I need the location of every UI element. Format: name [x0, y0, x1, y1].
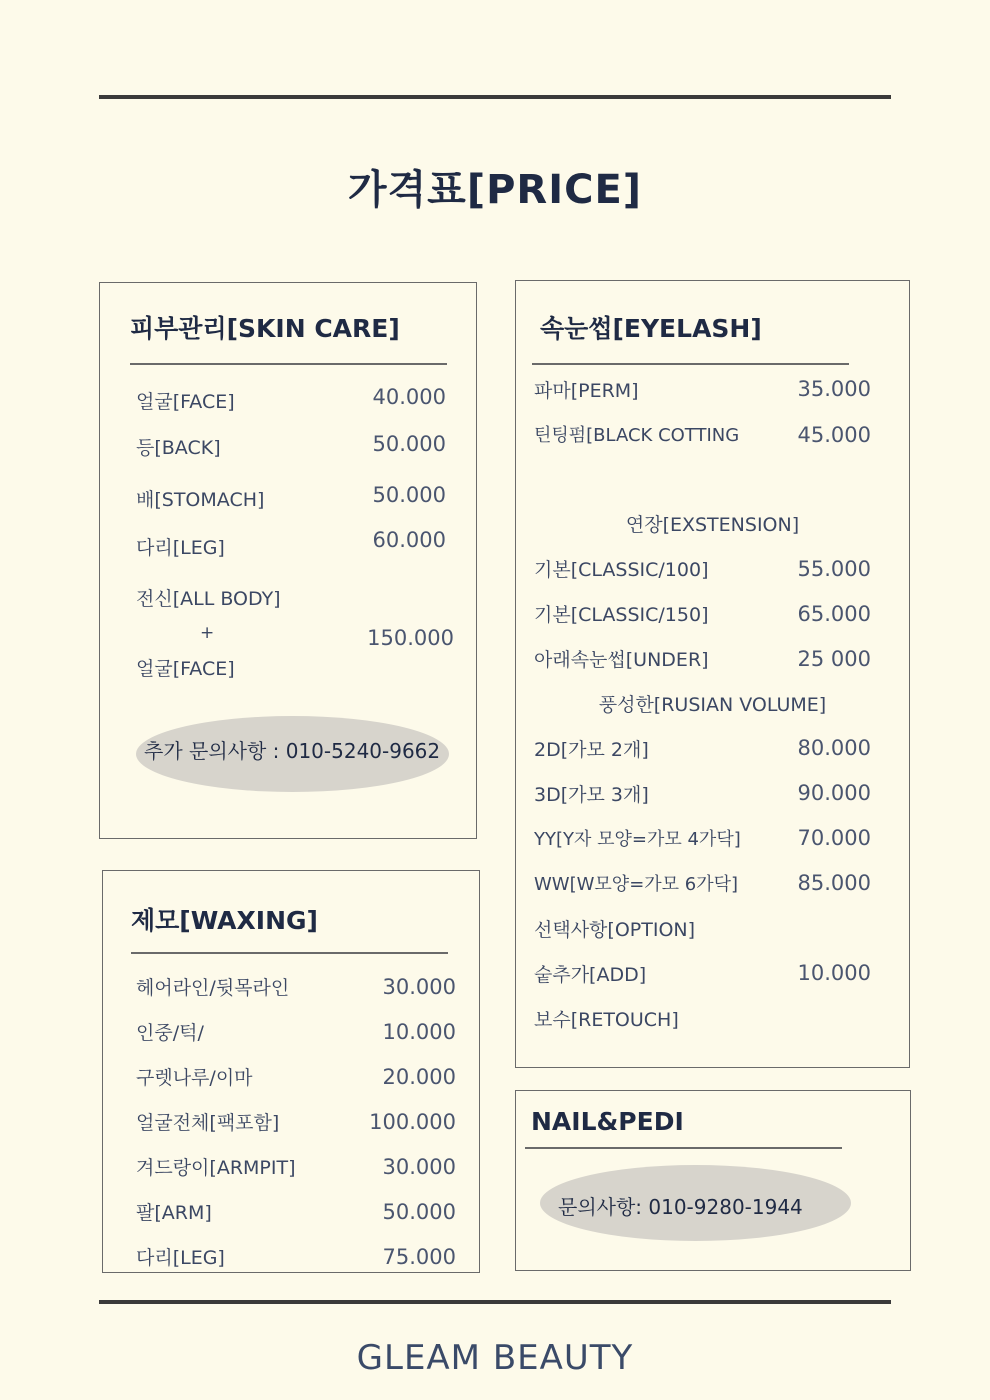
eyelash-perm-name: 파마[PERM] — [534, 380, 639, 402]
eyelash-option-name: 보수[RETOUCH] — [534, 1009, 679, 1031]
skin-care-item-price: 50.000 — [372, 432, 446, 456]
top-divider — [99, 95, 891, 99]
eyelash-extension-price: 25 000 — [797, 647, 871, 671]
skin-care-item-price: 60.000 — [372, 528, 446, 552]
eyelash-perm-price: 45.000 — [797, 423, 871, 447]
waxing-item-name: 얼굴전체[팩포함] — [136, 1112, 280, 1134]
eyelash-extension-heading: 연장[EXSTENSION] — [625, 514, 800, 536]
eyelash-extension-price: 65.000 — [797, 602, 871, 626]
skin-care-item-name: 다리[LEG] — [136, 537, 225, 559]
nail-divider — [525, 1147, 842, 1149]
nail-contact: 문의사항: 010-9280-1944 — [558, 1195, 803, 1219]
eyelash-option-price: 10.000 — [797, 961, 871, 985]
waxing-item-name: 팔[ARM] — [136, 1202, 212, 1224]
skin-care-divider — [130, 363, 447, 365]
eyelash-divider — [532, 363, 849, 365]
eyelash-volume-heading: 풍성한[RUSIAN VOLUME] — [598, 694, 827, 716]
nail-title: NAIL&PEDI — [531, 1107, 684, 1136]
waxing-item-price: 50.000 — [382, 1200, 456, 1224]
bottom-divider — [99, 1300, 891, 1304]
eyelash-volume-name: 2D[가모 2개] — [534, 739, 649, 761]
eyelash-extension-name: 아래속눈썹[UNDER] — [534, 649, 709, 671]
eyelash-volume-price: 70.000 — [797, 826, 871, 850]
waxing-item-name: 헤어라인/뒷목라인 — [136, 977, 290, 999]
waxing-card — [102, 870, 480, 1273]
waxing-item-price: 20.000 — [382, 1065, 456, 1089]
skin-care-combo-price: 150.000 — [367, 626, 454, 650]
skin-care-item-price: 40.000 — [372, 385, 446, 409]
waxing-divider — [131, 952, 448, 954]
waxing-item-name: 겨드랑이[ARMPIT] — [136, 1157, 296, 1179]
eyelash-volume-price: 90.000 — [797, 781, 871, 805]
skin-care-combo-plus: + — [200, 623, 215, 643]
skin-care-card — [99, 282, 477, 839]
skin-care-contact: 추가 문의사항 : 010-5240-9662 — [144, 739, 441, 763]
eyelash-perm-price: 35.000 — [797, 377, 871, 401]
nail-card — [515, 1090, 911, 1271]
eyelash-extension-price: 55.000 — [797, 557, 871, 581]
eyelash-extension-name: 기본[CLASSIC/150] — [534, 604, 709, 626]
eyelash-title: 속눈썹[EYELASH] — [540, 314, 762, 343]
eyelash-option-heading: 선택사항[OPTION] — [534, 919, 696, 941]
skin-care-item-name: 등[BACK] — [136, 437, 221, 459]
skin-care-item-name: 얼굴[FACE] — [136, 391, 235, 413]
eyelash-volume-name: WW[W모양=가모 6가닥] — [534, 874, 739, 895]
page-title: 가격표[PRICE] — [347, 167, 643, 213]
waxing-title: 제모[WAXING] — [131, 906, 318, 935]
eyelash-option-name: 숱추가[ADD] — [534, 964, 647, 986]
eyelash-extension-name: 기본[CLASSIC/100] — [534, 559, 709, 581]
waxing-item-price: 30.000 — [382, 1155, 456, 1179]
skin-care-combo-line1: 전신[ALL BODY] — [136, 588, 281, 610]
eyelash-volume-name: YY[Y자 모양=가모 4가닥] — [534, 829, 741, 850]
eyelash-card — [515, 280, 910, 1068]
eyelash-volume-price: 80.000 — [797, 736, 871, 760]
waxing-item-name: 인중/턱/ — [136, 1022, 204, 1044]
eyelash-volume-name: 3D[가모 3개] — [534, 784, 649, 806]
waxing-item-name: 구렛나루/이마 — [136, 1067, 253, 1089]
skin-care-combo-line2: 얼굴[FACE] — [136, 658, 235, 680]
waxing-item-price: 100.000 — [369, 1110, 456, 1134]
skin-care-title: 피부관리[SKIN CARE] — [130, 314, 400, 343]
skin-care-item-name: 배[STOMACH] — [136, 489, 265, 511]
waxing-item-price: 75.000 — [382, 1245, 456, 1269]
waxing-item-price: 30.000 — [382, 975, 456, 999]
eyelash-perm-name: 틴팅펌[BLACK COTTING — [534, 425, 740, 446]
skin-care-item-price: 50.000 — [372, 483, 446, 507]
eyelash-volume-price: 85.000 — [797, 871, 871, 895]
brand-name: GLEAM BEAUTY — [356, 1338, 634, 1378]
waxing-item-price: 10.000 — [382, 1020, 456, 1044]
waxing-item-name: 다리[LEG] — [136, 1247, 225, 1269]
